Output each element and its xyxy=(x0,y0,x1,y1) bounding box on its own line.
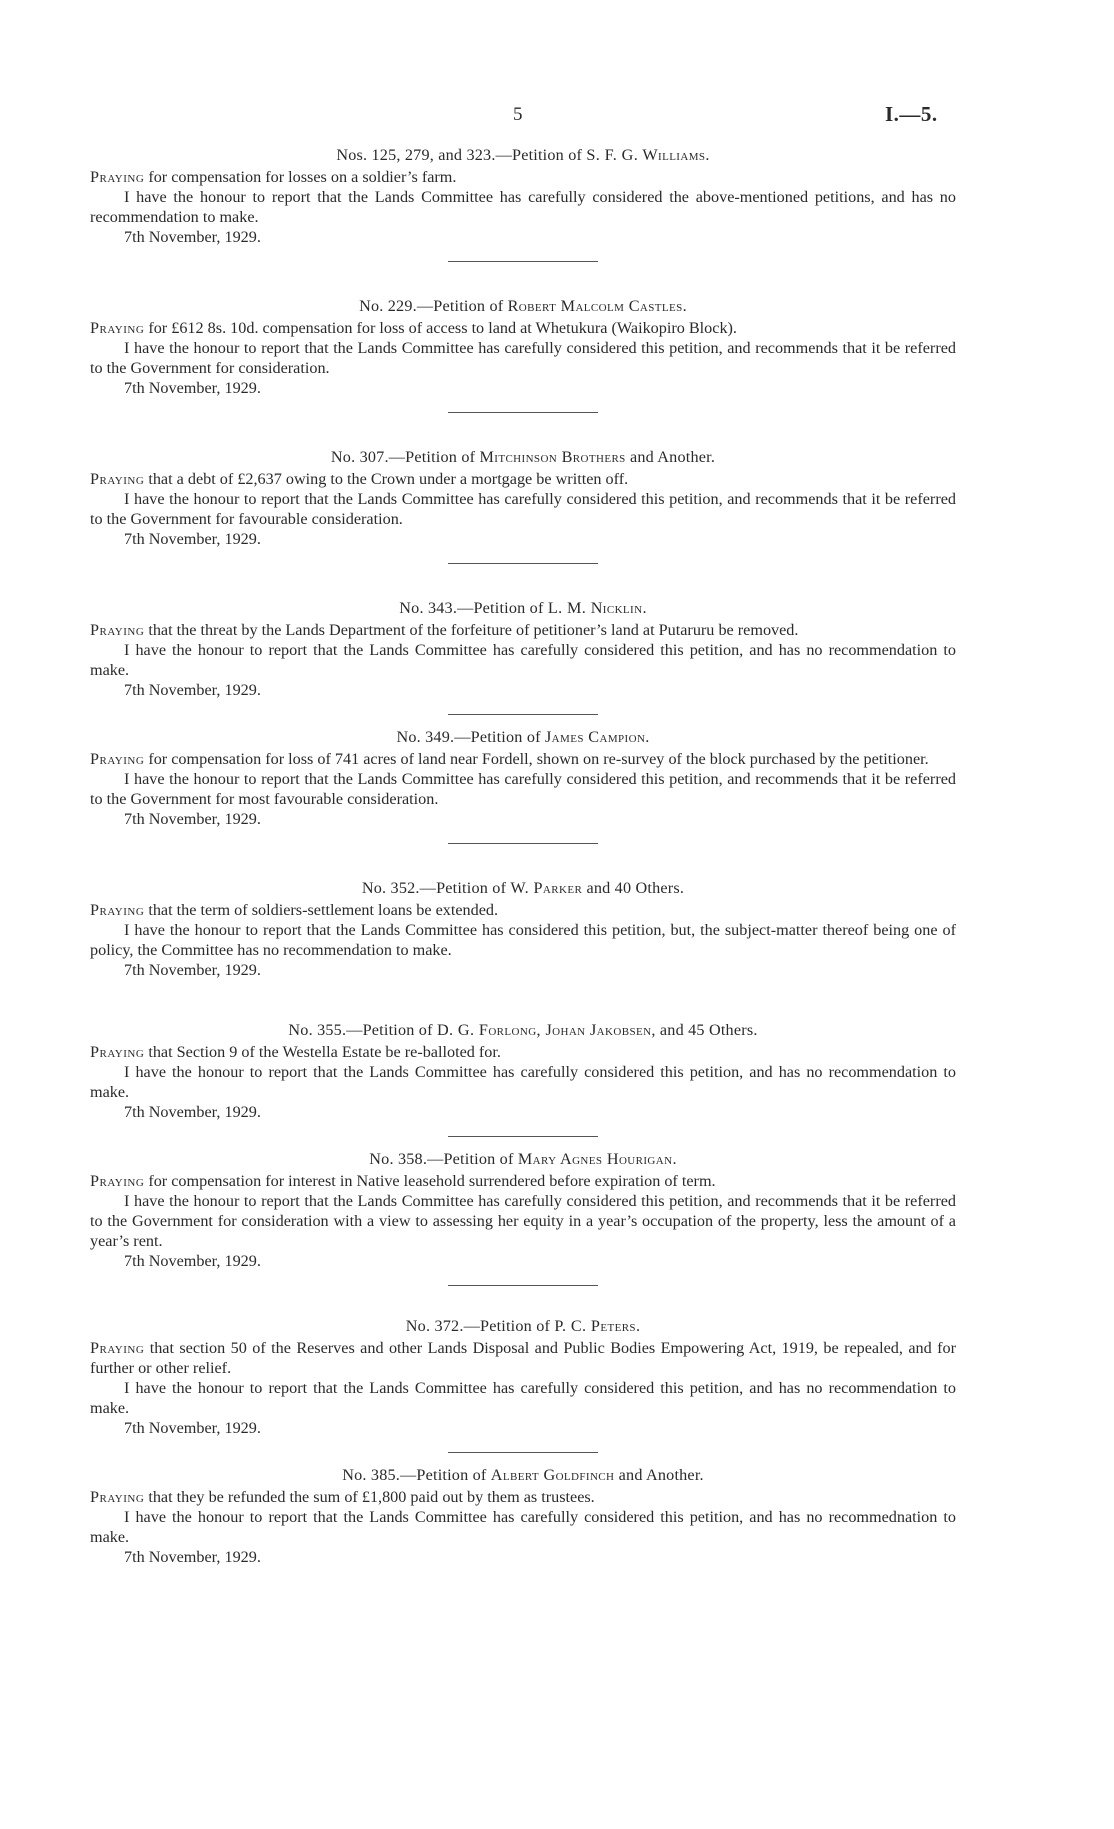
praying-text: for compensation for loss of 741 acres of land near Fordell, shown on re-survey of the block purchased by the petitioner. xyxy=(144,750,929,768)
page-number: 5 xyxy=(513,104,523,125)
petition-entry xyxy=(90,1149,956,1286)
petition-heading xyxy=(90,598,956,618)
petition-entry xyxy=(90,296,956,413)
petition-heading xyxy=(90,296,956,316)
petition-heading xyxy=(90,145,956,165)
report-date: 7th November, 1929. xyxy=(124,810,261,828)
praying-lead: Praying xyxy=(90,1339,145,1357)
committee-report: I have the honour to report that the Lands Committee has carefully considered this petition, and recommends that it be referred to the Government for consideration. xyxy=(90,339,956,377)
petitioner-name: Mitchinson Brothers xyxy=(479,448,626,466)
petition-heading xyxy=(90,878,956,898)
praying-lead: Praying xyxy=(90,1043,145,1061)
committee-report: I have the honour to report that the Lands Committee has carefully considered this petition, and recommends that it be referred to the Government for consideration with a view to assessing her equity in a year’s occupation of the property, less the amount of a year’s rent. xyxy=(90,1192,956,1250)
petition-entry xyxy=(90,447,956,564)
petitioner-name: D. G. Forlong, Johan Jakobsen xyxy=(436,1021,652,1039)
section-divider xyxy=(448,563,598,564)
petition-heading-suffix: , and 45 Others. xyxy=(651,1021,758,1039)
petitions-list xyxy=(90,145,956,1567)
petition-heading xyxy=(90,1020,956,1040)
petition-entry xyxy=(90,878,956,980)
petition-number: No. 307.—Petition of xyxy=(330,448,480,466)
petition-heading-suffix: . xyxy=(705,146,710,164)
report-date: 7th November, 1929. xyxy=(124,1103,261,1121)
petition-heading-suffix: . xyxy=(635,1317,641,1335)
committee-report: I have the honour to report that the Lands Committee has carefully considered this petition, and has no recommendation to make. xyxy=(90,641,956,679)
petition-entry xyxy=(90,145,956,262)
petition-number: No. 349.—Petition of xyxy=(396,728,545,746)
petition-number: No. 385.—Petition of xyxy=(342,1466,491,1484)
praying-text: that the term of soldiers-settlement loans be extended. xyxy=(144,901,499,919)
praying-lead: Praying xyxy=(90,750,145,768)
petitioner-name: Mary Agnes Hourigan xyxy=(517,1150,673,1168)
praying-lead: Praying xyxy=(90,470,145,488)
praying-text: that section 50 of the Reserves and other Lands Disposal and Public Bodies Empowering Act, 1919, be repealed, and for further or other relief. xyxy=(90,1339,956,1377)
petitioner-name: W. Parker xyxy=(510,879,583,897)
petition-heading xyxy=(90,727,956,747)
petition-heading-suffix: and Another. xyxy=(614,1466,704,1484)
praying-lead: Praying xyxy=(90,168,145,186)
petition-number: No. 343.—Petition of xyxy=(399,599,548,617)
praying-text: for £612 8s. 10d. compensation for loss of access to land at Whetukura (Waikopiro Block). xyxy=(144,319,737,337)
petition-heading-suffix: . xyxy=(682,297,687,315)
section-divider xyxy=(448,261,598,262)
petition-praying xyxy=(90,167,956,187)
petition-praying xyxy=(90,749,956,769)
petition-praying xyxy=(90,620,956,640)
praying-lead: Praying xyxy=(90,319,145,337)
petition-entry xyxy=(90,1020,956,1137)
section-divider xyxy=(448,1452,598,1453)
committee-report: I have the honour to report that the Lands Committee has carefully considered this petition, and recommends that it be referred to the Government for most favourable consideration. xyxy=(90,770,956,808)
committee-report: I have the honour to report that the Lands Committee has carefully considered this petition, and has no recommendation to make. xyxy=(90,1063,956,1101)
petitioner-name: Robert Malcolm Castles xyxy=(507,297,683,315)
petition-praying xyxy=(90,1042,956,1062)
praying-text: that the threat by the Lands Department of the forfeiture of petitioner’s land at Putaruru be removed. xyxy=(144,621,799,639)
petition-praying xyxy=(90,1487,956,1507)
committee-report: I have the honour to report that the Lands Committee has carefully considered this petition, and recommends that it be referred to the Government for favourable consideration. xyxy=(90,490,956,528)
report-date: 7th November, 1929. xyxy=(124,1419,261,1437)
petitioner-name: S. F. G. Williams xyxy=(586,146,706,164)
petition-entry xyxy=(90,727,956,844)
report-date: 7th November, 1929. xyxy=(124,1548,261,1566)
petition-heading-suffix: . xyxy=(645,728,650,746)
petition-number: No. 352.—Petition of xyxy=(361,879,511,897)
petition-praying xyxy=(90,318,956,338)
petition-number: No. 229.—Petition of xyxy=(359,297,508,315)
praying-text: for compensation for interest in Native leasehold surrendered before expiration of term. xyxy=(144,1172,716,1190)
petition-entry xyxy=(90,1316,956,1453)
petition-number: No. 358.—Petition of xyxy=(369,1150,518,1168)
petition-praying xyxy=(90,1171,956,1191)
committee-report: I have the honour to report that the Lands Committee has carefully considered the above-mentioned petitions, and has no recommendation to make. xyxy=(90,188,956,226)
petition-praying xyxy=(90,1338,956,1378)
report-date: 7th November, 1929. xyxy=(124,379,261,397)
petition-heading xyxy=(90,1465,956,1485)
petition-entry xyxy=(90,598,956,715)
praying-text: for compensation for losses on a soldier’s farm. xyxy=(144,168,457,186)
praying-lead: Praying xyxy=(90,901,145,919)
petition-number: No. 372.—Petition of xyxy=(405,1317,555,1335)
petition-heading-suffix: and Another. xyxy=(625,448,716,466)
section-divider xyxy=(448,412,598,413)
praying-text: that Section 9 of the Westella Estate be re-balloted for. xyxy=(144,1043,501,1061)
section-divider xyxy=(448,843,598,844)
petitioner-name: P. C. Peters xyxy=(554,1317,636,1335)
petition-praying xyxy=(90,469,956,489)
report-date: 7th November, 1929. xyxy=(124,228,261,246)
praying-text: that they be refunded the sum of £1,800 paid out by them as trustees. xyxy=(144,1488,595,1506)
section-divider xyxy=(448,1136,598,1137)
praying-lead: Praying xyxy=(90,1172,145,1190)
report-date: 7th November, 1929. xyxy=(124,530,261,548)
petition-heading xyxy=(90,1149,956,1169)
section-divider xyxy=(448,714,598,715)
petition-heading xyxy=(90,447,956,467)
petitioner-name: L. M. Nicklin xyxy=(547,599,643,617)
petition-number: No. 355.—Petition of xyxy=(288,1021,437,1039)
petitioner-name: James Campion xyxy=(544,728,646,746)
praying-text: that a debt of £2,637 owing to the Crown under a mortgage be written off. xyxy=(144,470,629,488)
committee-report: I have the honour to report that the Lands Committee has carefully considered this petition, and has no recommednation to make. xyxy=(90,1508,956,1546)
report-date: 7th November, 1929. xyxy=(124,1252,261,1270)
praying-lead: Praying xyxy=(90,1488,145,1506)
document-reference: I.—5. xyxy=(885,102,938,126)
petition-heading xyxy=(90,1316,956,1336)
committee-report: I have the honour to report that the Lands Committee has carefully considered this petition, and has no recommendation to make. xyxy=(90,1379,956,1417)
petition-heading-suffix: . xyxy=(642,599,647,617)
committee-report: I have the honour to report that the Lands Committee has considered this petition, but, the subject-matter thereof being one of policy, the Committee has no recommendation to make. xyxy=(90,921,956,959)
section-divider xyxy=(448,1285,598,1286)
petition-number: Nos. 125, 279, and 323.—Petition of xyxy=(336,146,587,164)
report-date: 7th November, 1929. xyxy=(124,681,261,699)
petition-praying xyxy=(90,900,956,920)
praying-lead: Praying xyxy=(90,621,145,639)
petition-entry xyxy=(90,1465,956,1567)
petitioner-name: Albert Goldfinch xyxy=(490,1466,615,1484)
report-date: 7th November, 1929. xyxy=(124,961,261,979)
petition-heading-suffix: . xyxy=(672,1150,677,1168)
petition-heading-suffix: and 40 Others. xyxy=(582,879,685,897)
